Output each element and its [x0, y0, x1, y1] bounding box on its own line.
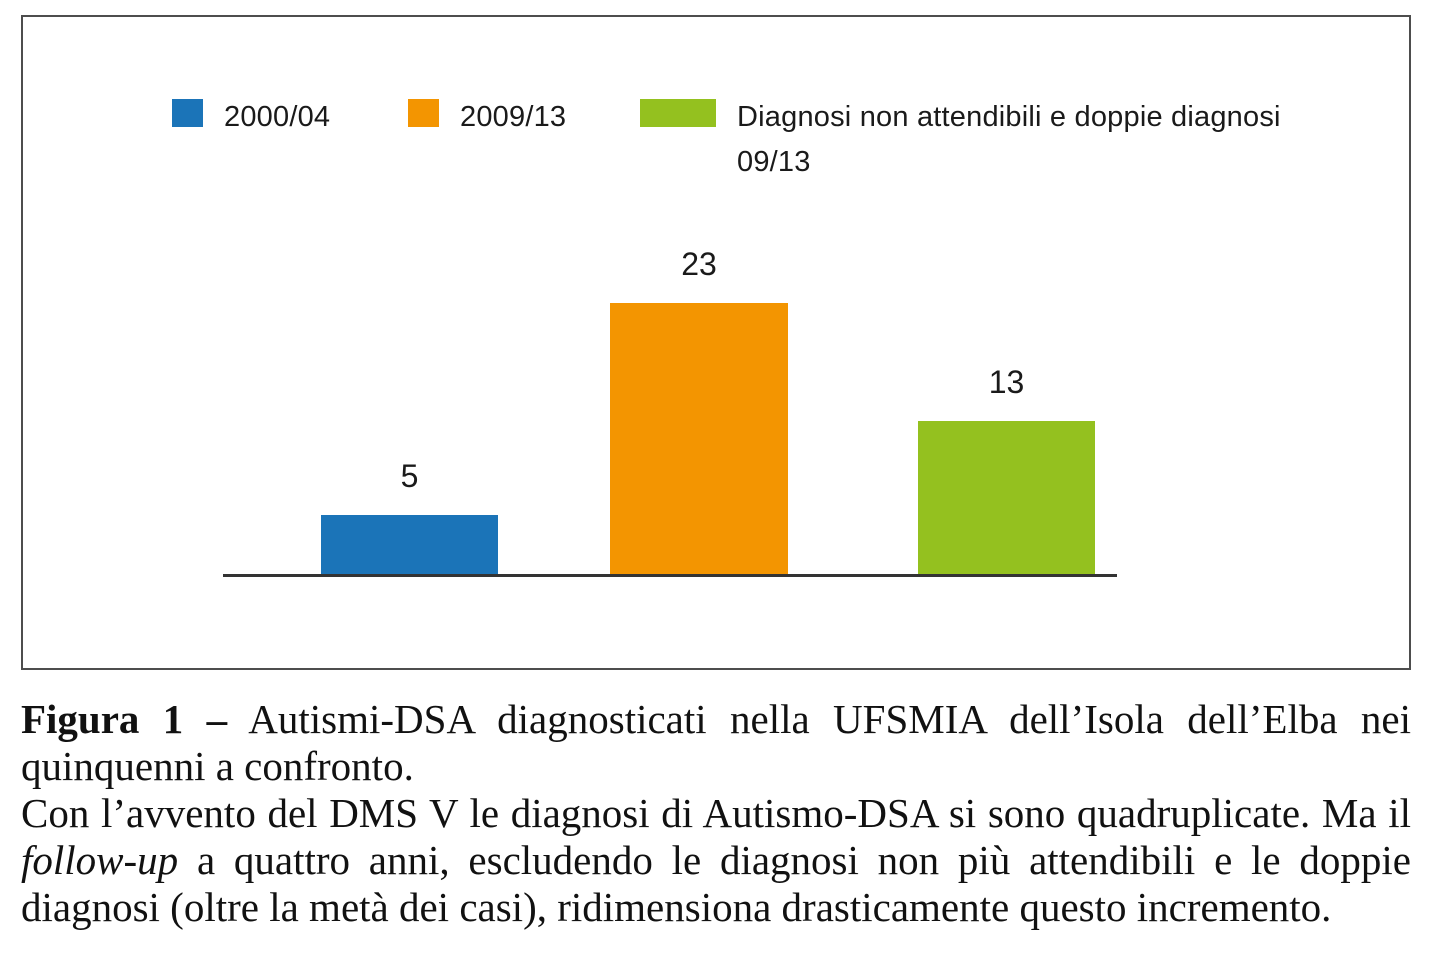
legend-label-line: 09/13 — [737, 146, 811, 178]
caption-paragraph-title — [21, 696, 1411, 790]
figure-number-label: Figura 1 – — [21, 696, 228, 742]
bar-rect — [610, 303, 788, 574]
bar-group-2 — [610, 247, 788, 574]
caption-body-text-1: Con l’avvento del DMS V le diagnosi di Autismo-DSA si sono quadruplicate. Ma il — [21, 790, 1411, 836]
caption-title-text: Autismi-DSA diagnosticati nella UFSMIA dell’Isola dell’Elba nei quinquenni a confronto. — [21, 696, 1411, 789]
bar-chart-plot-area — [223, 17, 1117, 577]
bar-rect — [918, 421, 1095, 574]
bar-value-label: 5 — [400, 458, 419, 494]
legend-label-line: 2000/04 — [224, 101, 331, 133]
bar-rect — [321, 515, 498, 574]
figure-caption — [21, 696, 1411, 931]
bar-value-label: 23 — [681, 246, 717, 282]
bar-group-1 — [321, 459, 498, 574]
bar-group-3 — [918, 365, 1095, 574]
figure-box — [21, 15, 1411, 670]
caption-body-text-2: a quattro anni, escludendo le diagnosi non più attendibili e le doppie diagnosi (oltre la metà dei casi), ridimensiona drasticamente questo incremento. — [21, 837, 1411, 930]
caption-paragraph-body — [21, 790, 1411, 931]
caption-followup-italic: follow-up — [21, 837, 179, 883]
legend-swatch-icon — [172, 99, 203, 127]
bar-value-label: 13 — [988, 364, 1025, 400]
legend-label-line: 2009/13 — [460, 101, 567, 133]
legend-label-line: Diagnosi non attendibili e doppie diagnosi — [737, 101, 1281, 133]
